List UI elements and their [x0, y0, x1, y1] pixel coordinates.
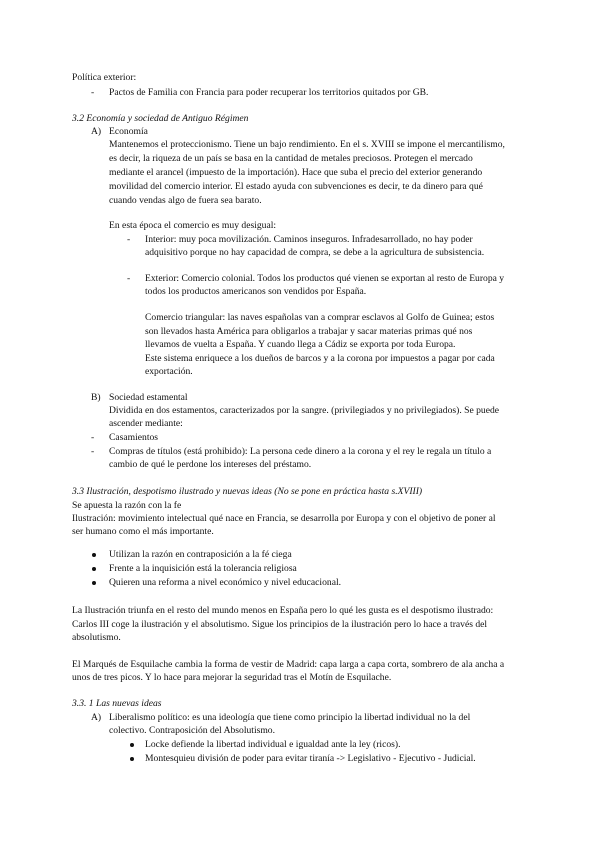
subsection-title-sociedad: Sociedad estamental	[109, 392, 188, 403]
paragraph-line: ser humano como el más importante.	[72, 526, 214, 537]
paragraph-line: absolutismo.	[72, 632, 121, 643]
bullet-item: Utilizan la razón en contraposición a la fé ciega	[109, 549, 292, 560]
bullet-marker	[92, 553, 96, 557]
list-item-liberalismo: Liberalismo político: es una ideología que tiene como principio la libertad individual no la del	[109, 712, 471, 723]
dash-marker: -	[91, 87, 95, 98]
list-item-casamientos: Casamientos	[109, 432, 159, 443]
paragraph-line: Mantenemos el proteccionismo. Tiene un bajo rendimiento. En el s. XVIII se impone el mercantilismo,	[109, 139, 505, 150]
paragraph-line: La Ilustración triunfa en el resto del mundo menos en España pero lo qué les gusta es el despotismo ilustrado:	[72, 605, 494, 616]
paragraph-line: mediante el arancel (impuesto de la importación). Hace que suba el precio del exterior generando	[109, 167, 483, 178]
paragraph-line: movilidad del comercio interior. El estado ayuda con subvenciones es decir, te da dinero para qué	[109, 181, 483, 192]
section-heading-3-3: 3.3 Ilustración, despotismo ilustrado y nuevas ideas (No se pone en práctica hasta s.XVIII)	[72, 486, 423, 497]
dash-marker: -	[91, 446, 95, 457]
list-marker-a: A)	[91, 126, 102, 137]
list-marker-a: A)	[91, 712, 102, 723]
paragraph-line: ascender mediante:	[109, 418, 183, 429]
list-item-exterior: Exterior: Comercio colonial. Todos los productos qué vienen se exportan al resto de Europa y	[145, 273, 505, 284]
paragraph-line: Comercio triangular: las naves españolas van a comprar esclavos al Golfo de Guinea; estos	[145, 312, 495, 323]
list-item-liberalismo-cont: colectivo. Contraposición del Absolutismo.	[109, 725, 276, 736]
dash-marker: -	[127, 273, 131, 284]
paragraph-intro: En esta época el comercio es muy desigual:	[109, 220, 277, 231]
dash-marker: -	[127, 234, 131, 245]
bullet-item: Montesquieu división de poder para evitar tiranía -> Legislativo - Ejecutivo - Judicial.	[145, 753, 476, 764]
paragraph-line: es decir, la riqueza de un país se basa en la cantidad de metales preciosos. Protegen el mercado	[109, 153, 473, 164]
list-item-compras-cont: cambio de qué le perdone los intereses del préstamo.	[109, 459, 312, 470]
bullet-marker	[92, 567, 96, 571]
paragraph-line: cuando vendas algo de fuera sea barato.	[109, 195, 262, 206]
bullet-marker	[92, 581, 96, 585]
section-title-politica-exterior: Política exterior:	[72, 72, 137, 83]
paragraph-line: Carlos III coge la ilustración y el absolutismo. Sigue los principios de la ilustración pero lo hace a través del	[72, 619, 488, 630]
list-item: Pactos de Familia con Francia para poder recuperar los territorios quitados por GB.	[109, 87, 429, 98]
bullet-item: Locke defiende la libertad individual e igualdad ante la ley (ricos).	[145, 739, 401, 750]
paragraph-line: llevamos de vuelta a España. Y cuando llega a Cádiz se exporta por toda Europa.	[145, 339, 456, 350]
bullet-item: Frente a la inquisición está la tolerancia religiosa	[109, 563, 297, 574]
section-heading-3-3-1: 3.3. 1 Las nuevas ideas	[72, 698, 162, 709]
paragraph-line: Este sistema enriquece a los dueños de barcos y a la corona por impuestos a pagar por cada	[145, 353, 495, 364]
list-item-interior: Interior: muy poca movilización. Caminos inseguros. Infradesarrollado, no hay poder	[145, 234, 473, 245]
paragraph-line: son llevados hasta América para obligarlos a trabajar y sacar materias primas qué nos	[145, 326, 473, 337]
dash-marker: -	[91, 432, 95, 443]
paragraph-line: El Marqués de Esquilache cambia la forma de vestir de Madrid: capa larga a capa corta, sombrero de ala ancha a	[72, 659, 505, 670]
bullet-item: Quieren una reforma a nivel económico y nivel educacional.	[109, 577, 342, 588]
paragraph-line: Ilustración: movimiento intelectual qué nace en Francia, se desarrolla por Europa y con el objetivo de poner al	[72, 513, 496, 524]
section-heading-3-2: 3.2 Economía y sociedad de Antiguo Régimen	[72, 113, 249, 124]
paragraph-line: Dividida en dos estamentos, caracterizados por la sangre. (privilegiados y no privilegiados). Se puede	[109, 405, 500, 416]
bullet-marker	[130, 743, 134, 747]
paragraph-line: unos de tres picos. Y lo hace para mejorar la seguridad tras el Motín de Esquilache.	[72, 672, 392, 683]
bullet-marker	[130, 757, 134, 761]
list-marker-b: B)	[91, 392, 101, 403]
list-item-interior-cont: adquisitivo porque no hay capacidad de compra, se debe a la agricultura de subsistencia.	[145, 247, 485, 258]
subsection-title-economia: Economía	[109, 126, 148, 137]
list-item-exterior-cont: todos los productos americanos son vendidos por España.	[145, 286, 367, 297]
paragraph-line: Se apuesta la razón con la fe	[72, 500, 182, 511]
list-item-compras: Compras de títulos (está prohibido): La persona cede dinero a la corona y el rey le regala un título a	[109, 446, 492, 457]
paragraph-line: exportación.	[145, 366, 193, 377]
